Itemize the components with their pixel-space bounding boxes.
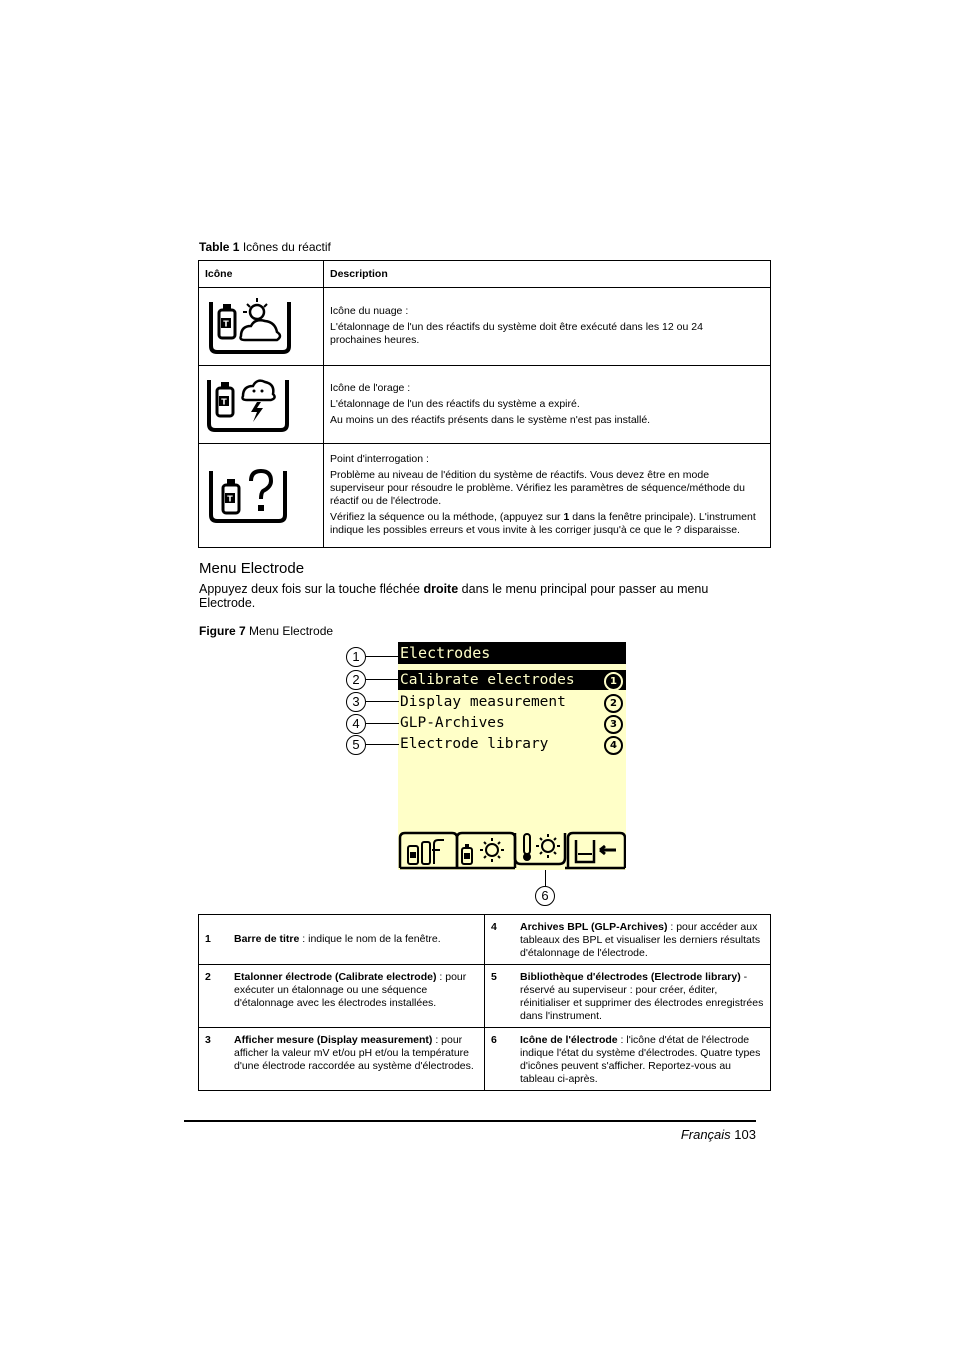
page-footer [600, 1127, 756, 1142]
menu-key-badge: 4 [604, 736, 623, 755]
table-row [199, 1028, 771, 1091]
description-cell [324, 444, 771, 548]
table-header-row [199, 261, 771, 288]
svg-text:T: T [223, 319, 229, 329]
table-label: Table 1 [199, 240, 240, 254]
legend-cell [485, 1028, 771, 1091]
description-cell [324, 366, 771, 444]
legend-cell [485, 965, 771, 1028]
menu-item-electrode-library[interactable] [398, 734, 626, 754]
svg-text:T: T [227, 494, 233, 504]
intro-text: Appuyez deux fois sur la touche fléchée [199, 582, 424, 596]
menu-item-glp-archives[interactable] [398, 713, 626, 733]
menu-key-badge: 2 [604, 694, 623, 713]
callout-leader [366, 744, 399, 745]
electrode-status-tab-icon[interactable] [523, 834, 560, 861]
menu-item-label: Electrode library [400, 736, 549, 752]
table-row [199, 444, 771, 548]
legend-text: : indique le nom de la fenêtre. [299, 933, 441, 945]
table-title: Icônes du réactif [242, 240, 331, 254]
legend-term: Archives BPL (GLP-Archives) [520, 921, 668, 933]
table-row [199, 965, 771, 1028]
callout-5: 5 [346, 735, 366, 755]
legend-cell [199, 965, 485, 1028]
section-heading: Menu Electrode [199, 560, 305, 577]
status-tab-bar [398, 830, 626, 870]
text-after: dans la fenêtre principale). L'instrument indique les possibles erreurs et vous invite à les corriger jusqu'à ce que le ? disparaisse. [330, 511, 756, 536]
legend-term: Icône de l'électrode [520, 1034, 618, 1046]
description-title: Point d'interrogation : [330, 453, 429, 465]
legend-cell [199, 915, 485, 965]
menu-item-label: Calibrate electrodes [400, 672, 575, 688]
callout-leader [366, 701, 399, 702]
table-row [199, 288, 771, 366]
description-text: L'étalonnage de l'un des réactifs du système a expiré. [330, 397, 580, 410]
intro-text: dans le menu principal pour passer au menu Electrode. [199, 582, 709, 610]
legend-number: 2 [205, 971, 211, 983]
description-text: Problème au niveau de l'édition du système de réactifs. Vous devez être en mode superviseur pour résoudre le problème. Vérifiez les paramètres de séquence/méthode du réactif ou de l'électrode. [330, 469, 745, 507]
legend-number: 5 [491, 971, 497, 983]
reagent-cloud-icon [199, 288, 311, 362]
footer-language: Français [680, 1127, 731, 1142]
legend-term: Afficher mesure (Display measurement) [234, 1034, 433, 1046]
callout-3: 3 [346, 692, 366, 712]
electrode-menu-screen [398, 642, 626, 870]
description-text: Au moins un des réactifs présents dans le système n'est pas installé. [330, 413, 651, 426]
description-text: L'étalonnage de l'un des réactifs du système doit être exécuté dans les 12 ou 24 prochaines heures. [330, 321, 703, 346]
icon-cell [199, 366, 324, 444]
table-row [199, 366, 771, 444]
text-before: Vérifiez la séquence ou la méthode, (appuyez sur [330, 511, 564, 523]
beaker-tab-icon[interactable] [576, 840, 616, 862]
callout-1: 1 [346, 647, 366, 667]
page-number: 103 [734, 1127, 756, 1142]
legend-number: 1 [205, 933, 211, 945]
description-title: Icône de l'orage : [330, 381, 411, 394]
reagent-tab-icon[interactable] [408, 840, 444, 864]
callout-leader [366, 679, 399, 680]
menu-item-label: Display measurement [400, 694, 566, 710]
legend-number: 6 [491, 1034, 497, 1046]
header-description: Description [324, 261, 771, 288]
callout-4: 4 [346, 714, 366, 734]
callout-6: 6 [535, 886, 555, 906]
legend-term: Bibliothèque d'électrodes (Electrode library) [520, 971, 741, 983]
table-row [199, 915, 771, 965]
callout-2: 2 [346, 670, 366, 690]
table-caption [199, 240, 331, 254]
icon-cell [199, 444, 324, 548]
reagent-storm-icon [199, 366, 311, 440]
screen-title-bar: Electrodes [398, 642, 626, 664]
description-cell [324, 288, 771, 366]
legend-text: : l'icône d'état de l'électrode indique l'état du système d'électrodes. Quatre types d'icônes peuvent s'afficher. Reportez-vous au tableau ci-après. [520, 1034, 761, 1085]
text-bold: 1 [563, 511, 570, 523]
legend-term: Barre de titre [234, 933, 300, 945]
legend-cell [485, 915, 771, 965]
intro-bold: droite [423, 582, 459, 596]
callout-leader [366, 723, 399, 724]
figure-label: Figure 7 [199, 624, 246, 638]
legend-text: - réservé au superviseur : pour créer, éditer, réinitialiser et supprimer des électrodes enregistrées dans l'instrument. [520, 971, 764, 1022]
footer-rule [184, 1120, 756, 1122]
reagent-question-icon [199, 457, 311, 531]
legend-number: 4 [491, 921, 497, 933]
legend-cell [199, 1028, 485, 1091]
menu-key-badge: 1 [604, 672, 623, 691]
menu-item-label: GLP-Archives [400, 715, 505, 731]
description-title: Icône du nuage : [330, 305, 409, 317]
icon-cell [199, 288, 324, 366]
figure-title: Menu Electrode [249, 624, 334, 638]
legend-text: : pour accéder aux tableaux des BPL et visualiser les derniers résultats d'étalonnage de l'électrode. [520, 921, 761, 959]
callout-leader [545, 870, 546, 886]
menu-item-display-measurement[interactable] [398, 692, 626, 712]
menu-item-calibrate-electrodes[interactable] [398, 670, 626, 690]
legend-table [198, 914, 771, 1091]
legend-text: : pour afficher la valeur mV et/ou pH et/ou la température d'une électrode raccordée au système d'électrodes. [234, 1034, 474, 1072]
reagent-status-tab-icon[interactable] [462, 838, 504, 864]
section-intro [199, 582, 759, 610]
description-text [330, 511, 764, 537]
svg-text:T: T [221, 397, 227, 407]
header-icon: Icône [199, 261, 324, 288]
figure-caption [199, 624, 333, 638]
legend-text: : pour exécuter un étalonnage ou une séquence d'étalonnage avec les électrodes installées. [234, 971, 467, 1009]
callout-leader [366, 656, 399, 657]
reagent-icons-table [198, 260, 771, 548]
menu-key-badge: 3 [604, 715, 623, 734]
legend-number: 3 [205, 1034, 211, 1046]
legend-term: Etalonner électrode (Calibrate electrode) [234, 971, 437, 983]
